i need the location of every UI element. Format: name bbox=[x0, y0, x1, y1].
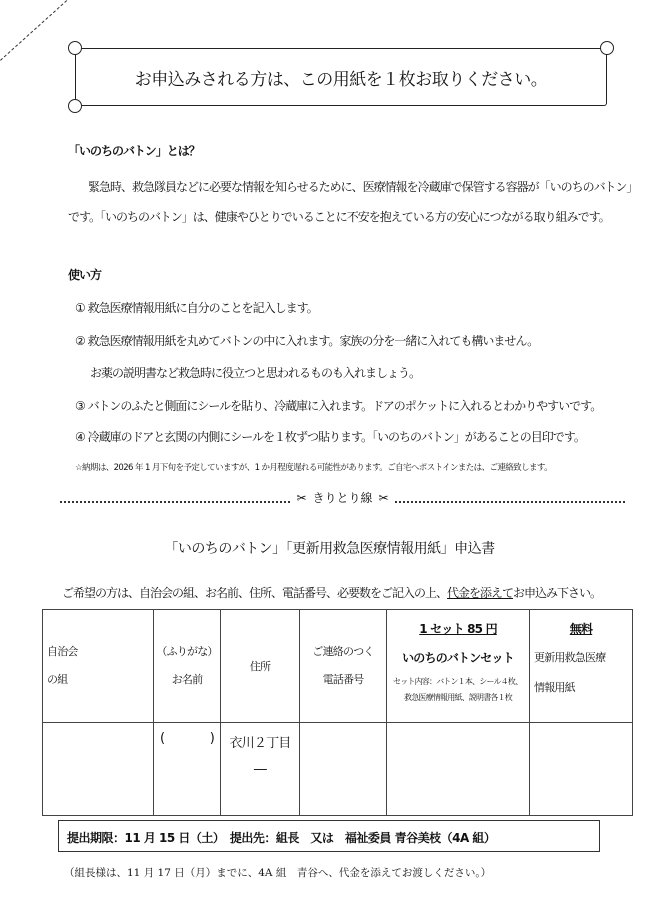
cut-line bbox=[60, 489, 625, 506]
paren: ( bbox=[160, 731, 165, 746]
name-cell[interactable] bbox=[154, 723, 221, 816]
address-dash: ― bbox=[253, 762, 267, 777]
header-text: （ふりがな） bbox=[156, 645, 218, 658]
address-prefill: 衣川２丁目 bbox=[229, 736, 291, 751]
dotted-line bbox=[395, 493, 625, 503]
header-update-paper bbox=[530, 610, 633, 723]
usage-step: ② 救急医療情報用紙を丸めてバトンの中に入れます。家族の分を一緒に入れても構いません。 bbox=[75, 334, 539, 348]
cut-line-label: きりとり線 bbox=[312, 491, 373, 505]
address-cell[interactable] bbox=[221, 723, 300, 816]
scroll-curl-decoration bbox=[600, 41, 614, 55]
delivery-note: ☆納期は、2026 年 1 月下旬を予定していますが、1 か月程度遅れる可能性があります。ご自宅へポストインまたは、ご連絡致します。 bbox=[75, 463, 552, 473]
form-title: 「いのちのバトン」「更新用救急医療情報用紙」申込書 bbox=[164, 541, 495, 557]
deadline-box bbox=[58, 820, 600, 852]
scroll-curl-decoration bbox=[68, 99, 82, 113]
phone-cell[interactable] bbox=[300, 723, 387, 816]
free-label: 無料 bbox=[569, 622, 593, 636]
paper-label: 情報用紙 bbox=[534, 681, 575, 694]
scissors-icon: ✂ bbox=[378, 490, 389, 505]
set-contents: 救急医療情報用紙、説明書各１枚 bbox=[404, 693, 512, 702]
paren: ) bbox=[209, 731, 214, 746]
instruction-text: ご希望の方は、自治会の組、お名前、住所、電話番号、必要数をご記入の上、 bbox=[62, 586, 448, 600]
header-text: 電話番号 bbox=[322, 673, 364, 686]
header-name bbox=[154, 610, 221, 723]
scissors-icon: ✂ bbox=[296, 490, 307, 505]
header-text: ご連絡のつく bbox=[312, 645, 374, 658]
usage-step: ① 救急医療情報用紙に自分のことを記入します。 bbox=[75, 301, 318, 315]
table-row bbox=[43, 723, 633, 816]
group-cell[interactable] bbox=[43, 723, 154, 816]
usage-step: お薬の説明書など救急時に役立つと思われるものも入れましょう。 bbox=[90, 366, 421, 380]
scroll-curl-decoration bbox=[68, 41, 82, 55]
page-title: お申込みされる方は、この用紙を１枚お取りください。 bbox=[134, 70, 548, 90]
header-group bbox=[43, 610, 154, 723]
usage-step: ④ 冷蔵庫のドアと玄関の内側にシールを１枚ずつ貼ります。「いのちのバトン」があることの目印です。 bbox=[75, 430, 585, 444]
usage-step: ③ バトンのふたと側面にシールを貼り、冷蔵庫に入れます。ドアのポケットに入れるとわかりやすいです。 bbox=[75, 399, 602, 413]
header-text: お名前 bbox=[171, 673, 203, 686]
form-instruction bbox=[62, 584, 601, 601]
about-text-line: です。「いのちのバトン」は、健康やひとりでいることに不安を抱えている方の安心につながる取り組みです。 bbox=[68, 210, 610, 224]
header-text: 自治会 bbox=[47, 645, 78, 658]
table-header-row bbox=[43, 610, 633, 723]
application-table bbox=[42, 609, 633, 816]
set-contents: セット内容：バトン１本、シール４枚、 bbox=[393, 677, 523, 686]
about-heading: 「いのちのバトン」とは？ bbox=[68, 144, 200, 158]
set-name: いのちのバトンセット bbox=[402, 651, 514, 665]
header-phone bbox=[300, 610, 387, 723]
set-price: 1 セット 85 円 bbox=[419, 622, 497, 636]
instruction-underlined: 代金を添えて bbox=[447, 586, 514, 600]
instruction-text: お申込み下さい。 bbox=[513, 586, 602, 600]
paper-label: 更新用救急医療 bbox=[534, 651, 606, 664]
header-baton-set bbox=[387, 610, 530, 723]
title-banner bbox=[75, 48, 607, 106]
usage-heading: 使い方 bbox=[68, 268, 102, 282]
baton-set-qty-cell[interactable] bbox=[387, 723, 530, 816]
footer-note: （組長様は、11 月 17 日（月）までに、4A 組 青谷へ、代金を添えてお渡しください。） bbox=[64, 867, 492, 879]
header-text: の組 bbox=[47, 673, 68, 686]
dotted-line bbox=[60, 493, 290, 503]
header-address: 住所 bbox=[221, 610, 300, 723]
deadline-text: 提出期限：11 月 15 日（土） 提出先：組長 又は 福祉委員 青谷美枝（4A 組） bbox=[67, 831, 496, 845]
about-text-line: 緊急時、救急隊員などに必要な情報を知らせるために、医療情報を冷蔵庫で保管する容器が「いのちのバトン」 bbox=[88, 180, 638, 194]
update-paper-qty-cell[interactable] bbox=[530, 723, 633, 816]
